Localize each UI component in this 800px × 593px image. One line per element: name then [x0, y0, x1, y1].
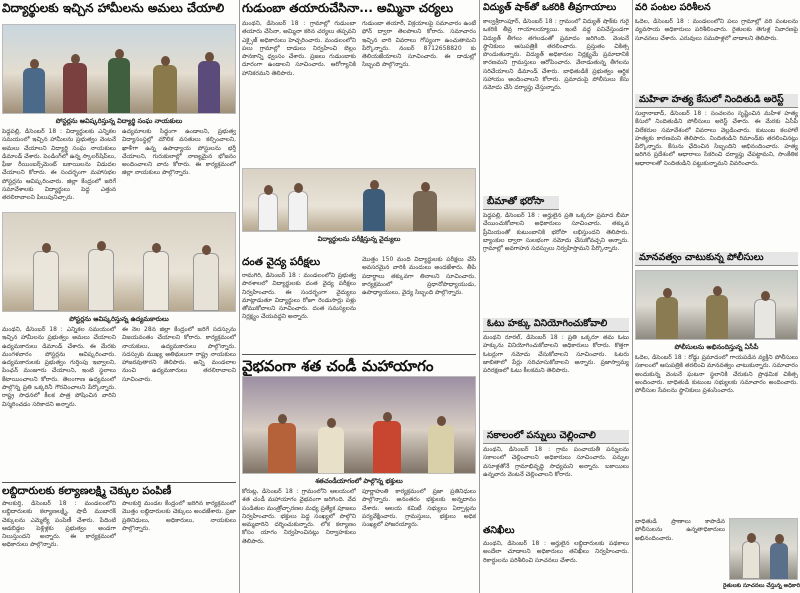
person-figure — [198, 61, 220, 113]
article-body: పెద్దపల్లి, డిసెంబర్ 18 : విద్యార్థులకు ఎన్నికల సమయంలో ఇచ్చిన హామీలను ప్రభుత్వం వెంటనే అమలు చేయాలని విద్యార్థి సంఘ నాయకులు డిమాండ్ చేశారు. పెండింగ్‌లో ఉన్న స్కాలర్‌షిప్‌లు, ఫీజు రీయింబర్స్‌మెంట్ బకాయిలను విడుదల చేయాలని కోరారు. ఈ సందర్భంగా మహాసభల పోస్టర్లను ఆవిష్కరించారు. జిల్లా కేంద్రంలో జరిగే సమావేశాలకు విద్యార్థులు పెద్ద ఎత్తున తరలిరావాలని పిలుపునిచ్చారు. — [2, 128, 116, 202]
article-body: కోరుట్ల, డిసెంబర్ 18 : గ్రామంలోని ఆలయంలో శత చండీ మహాయాగం వైభవంగా జరిగింది. వేద పండితుల మంత్రోచ్ఛారణల మధ్య ప్రత్యేక పూజలు నిర్వహించారు. భక్తులు పెద్ద సంఖ్యలో పాల్గొని అమ్మవారిని దర్శించుకున్నారు. లోక కల్యాణం కోసం యాగం నిర్వహించినట్లు నిర్వాహకులు తెలిపారు. — [242, 488, 356, 545]
article-body: మంథని, డిసెంబర్ 18 : గ్రామాల్లో గుడుంబా తయారు చేసినా, అమ్మినా కఠిన చర్యలు తప్పవని ఎక్సైజ్ అధికారులు హెచ్చరించారు. మండలంలోని పలు గ్రామాల్లో దాడులు నిర్వహించి బెల్లం పానకాన్ని ధ్వంసం చేశారు. ప్రజలు గుడుంబాకు దూరంగా ఉండాలని సూచించారు. ఆరోగ్యానికి హానికరమని తెలిపారు. — [242, 20, 356, 77]
article-body: పెద్దపల్లి, డిసెంబర్ 18 : అర్హులైన ప్రతి ఒక్కరూ ప్రమాద బీమా చేయించుకోవాలని అధికారులు సూచించారు. తక్కువ ప్రీమియంతో కుటుంబానికి భరోసా లభిస్తుందని తెలిపారు. బ్యాంకుల ద్వారా సులభంగా నమోదు చేసుకోవచ్చని అన్నారు. గ్రామాల్లో అవగాహన సదస్సులు నిర్వహిస్తామని పేర్కొన్నారు. — [483, 212, 629, 253]
headline-student-promises: విద్యార్థులకు ఇచ్చిన హామీలను అమలు చేయాలి — [2, 1, 225, 15]
person-figure — [33, 251, 59, 311]
article-body: పాలకుర్తి మండల కేంద్రంలో జరిగిన కార్యక్రమంలో మొత్తం లబ్దిదారులకు చెక్కులు అందజేశారు. ప్రజా ప్రతినిధులు, అధికారులు, నాయకులు పాల్గొన్నారు. — [122, 500, 236, 532]
article-body: మంథని రూరల్, డిసెంబర్ 18 : ప్రతి ఒక్కరూ తమ ఓటు హక్కును వినియోగించుకోవాలని అధికారులు కోరారు. కొత్తగా ఓటర్లుగా నమోదు చేసుకోవాలని సూచించారు. ఓటరు జాబితాలో పేర్లు సరిచూసుకోవాలని అన్నారు. ప్రజాస్వామ్య పరిరక్షణలో ఓటు కీలకమని తెలిపారు. — [483, 334, 629, 375]
photo-agri-officer — [729, 518, 798, 580]
photo-dental-checkup — [242, 168, 476, 232]
headline-paddy-crops: వరి పంటల పరిశీలన — [635, 2, 711, 13]
photo-caption: పోస్టర్లను ఆవిష్కరిస్తున్న విద్యార్థి సంఘ నాయకులు — [55, 117, 183, 125]
person-figure — [153, 65, 177, 113]
photo-police — [635, 270, 798, 340]
person-figure — [23, 68, 45, 113]
headline-murder-arrest: మహిళా హత్య కేసులో నిందితుడి అరెస్ట్ — [635, 94, 798, 108]
article-body: కాల్వశ్రీరాంపూర్, డిసెంబర్ 18 : గ్రామంలో విద్యుత్ షాక్‌కు గురై ఒకరికి తీవ్ర గాయాలయ్యాయి. ఇంటి వద్ద పనిచేస్తుండగా విద్యుత్ తీగలు తగలడంతో ప్రమాదం జరిగింది. వెంటనే స్థానికులు ఆసుపత్రికి తరలించారు. ప్రస్తుతం చికిత్స పొందుతున్నారు. విద్యుత్ అధికారుల నిర్లక్ష్యమే ప్రమాదానికి కారణమని గ్రామస్తులు ఆరోపించారు. వేలాడుతున్న తీగలను సరిచేయాలని డిమాండ్ చేశారు. బాధితుడికి ప్రభుత్వం ఆర్థిక సహాయం అందించాలని కోరారు. ప్రమాదంపై పోలీసులు కేసు నమోదు చేసి దర్యాప్తు చేస్తున్నారు. — [483, 18, 629, 92]
headline-chandi-yagam: వైభవంగా శత చండీ మహాయాగం — [242, 354, 476, 375]
person-figure — [363, 189, 385, 231]
photo-caption: శతచండీయాగంలో పాల్గొన్న భక్తులు — [315, 477, 403, 485]
article-body: ఓదెల, డిసెంబర్ 18 : మండలంలోని పలు గ్రామాల్లో వరి పంటలను వ్యవసాయ అధికారులు పరిశీలించారు. రైతులకు తెగుళ్ల నివారణపై సూచనలు చేశారు. ఎరువులు సమపాళ్లలో వాడాలని తెలిపారు. — [635, 18, 798, 42]
photo-students-posters — [2, 24, 236, 114]
column-2 — [240, 0, 478, 593]
person-figure — [428, 425, 454, 473]
headline-inspections: తనిఖీలు — [483, 525, 515, 536]
headline-electric-shock: విద్యుత్ షాక్‌తో ఒకరికి తీవ్రగాయాలు — [483, 2, 617, 13]
person-figure — [108, 58, 130, 113]
column-4 — [633, 0, 800, 593]
headline-dental: దంత వైద్య పరీక్షలు — [242, 256, 321, 268]
article-body: బాధితుడి ప్రాణాలు కాపాడిన పోలీసులను ఉన్నతాధికారులు అభినందించారు. — [635, 518, 725, 542]
article-body: మంథని, డిసెంబర్ 18 : ఎన్నికల సమయంలో ఇచ్చిన హామీలను ప్రభుత్వం అమలు చేయాలని ఉద్యమకారులు డిమాండ్ చేశారు. ఈ మేరకు మంగళవారం పోస్టర్లను ఆవిష్కరించారు. ఉద్యమకారులకు ప్రభుత్వం గుర్తింపు ఇవ్వాలని, పింఛన్ మంజూరు చేయాలని, ఇంటి స్థలాలు కేటాయించాలని కోరారు. తెలంగాణ ఉద్యమంలో పాల్గొన్న ప్రతి ఒక్కరినీ గౌరవించాలని పేర్కొన్నారు. రాష్ట్ర సాధనలో కీలక పాత్ర పోషించిన వారిని విస్మరించడం సరికాదని అన్నారు. — [2, 326, 116, 408]
person-figure — [318, 427, 344, 473]
article-body: గుడుంబా తయారీ, విక్రయాలపై సమాచారం ఉంటే ఫోన్ ద్వారా తెలపాలని కోరారు. సమాచారం ఇచ్చిన వారి వివరాలు గోప్యంగా ఉంచుతామని పేర్కొన్నారు. నంబర్ 8712658820 కు తెలియజేయాలని సూచించారు. ఈ దాడుల్లో సిబ్బంది పాల్గొన్నారు. — [362, 20, 476, 69]
photo-caption: పోస్టర్లను ఆవిష్కరిస్తున్న ఉద్యమకారులు — [69, 315, 169, 323]
article-body: పాలకుర్తి, డిసెంబర్ 18 : మండలంలోని లబ్దిదారులకు కల్యాణలక్ష్మి, షాదీ ముబారక్ చెక్కులను ఎమ్మెల్యే పంపిణీ చేశారు. పేదింటి ఆడబిడ్డల పెళ్లిళ్లకు ప్రభుత్వం అండగా నిలుస్తుందని అన్నారు. ఈ కార్యక్రమంలో అధికారులు పాల్గొన్నారు. — [2, 500, 116, 549]
column-3 — [481, 0, 631, 593]
column-1 — [0, 0, 238, 593]
person-figure — [413, 191, 437, 231]
person-figure — [63, 63, 87, 113]
photo-activists-posters — [2, 212, 236, 312]
person-figure — [373, 421, 401, 473]
person-figure — [143, 251, 169, 311]
article-body: మంథని, డిసెంబర్ 18 : గ్రామ పంచాయతీ పన్నులను సకాలంలో చెల్లించాలని అధికారులు సూచించారు. పన్నుల వసూళ్లతోనే గ్రామాభివృద్ధి సాధ్యమని అన్నారు. బకాయిలు ఉన్నవారు వెంటనే చెల్లించాలని కోరారు. — [483, 446, 629, 478]
article-body: పూర్ణాహుతి కార్యక్రమంలో ప్రజా ప్రతినిధులు పాల్గొన్నారు. అనంతరం భక్తులకు అన్నదానం చేశారు. ఆలయ కమిటీ సభ్యులు ఏర్పాట్లను పర్యవేక్షించారు. గ్రామస్తులు, భక్తులు అధిక సంఖ్యలో హాజరయ్యారు. — [362, 488, 476, 529]
headline-gudumba: గుడుంబా తయారుచేసినా... అమ్మినా చర్యలు — [242, 1, 454, 15]
person-figure — [742, 541, 760, 579]
column-divider — [479, 0, 480, 593]
article-body: సుల్తానాబాద్, డిసెంబర్ 18 : సంచలనం సృష్టించిన మహిళ హత్య కేసులో నిందితుడిని పోలీసులు అరెస్ట్ చేశారు. ఈ మేరకు ఏసీపీ విలేకరుల సమావేశంలో వివరాలు వెల్లడించారు. కుటుంబ కలహాలే హత్యకు కారణమని తెలిపారు. నిందితుడిని రిమాండ్‌కు తరలించినట్లు పేర్కొన్నారు. కేసును ఛేదించిన సిబ్బందిని అభినందించారు. హత్య జరిగిన ప్రదేశంలో ఆధారాలు సేకరించి దర్యాప్తు చేపట్టామని, సాంకేతిక ఆధారాలతో నిందితుడిని పట్టుకున్నామని వివరించారు. — [635, 110, 798, 167]
article-body: ఈ నెల 28న జిల్లా కేంద్రంలో జరిగే సదస్సును విజయవంతం చేయాలని కోరారు. కార్యక్రమంలో నాయకులు, ఉద్యమకారులు పాల్గొన్నారు. సదస్సుకు ముఖ్య అతిథులుగా రాష్ట్ర నాయకులు హాజరవుతారని తెలిపారు. అన్ని మండలాల నుంచి ఉద్యమకారులు తరలిరావాలని సూచించారు. — [122, 326, 236, 383]
headline-kalyana-lakshmi: లబ్దిదారులకు కల్యాణలక్ష్మి చెక్కుల పంపిణీ — [2, 482, 236, 497]
article-body: ఓదెల, డిసెంబర్ 18 : రోడ్డు ప్రమాదంలో గాయపడిన వ్యక్తిని పోలీసులు సకాలంలో ఆసుపత్రికి తరలించి మానవత్వం చాటుకున్నారు. సమాచారం అందుకున్న వెంటనే ఘటనా స్థలానికి చేరుకుని ప్రాథమిక చికిత్స అందించారు. బాధితుడి కుటుంబ సభ్యులకు సమాచారం అందించారు. పోలీసుల సేవలను స్థానికులు ప్రశంసించారు. — [635, 354, 798, 395]
photo-caption: పోలీసులను అభినందిస్తున్న ఏసీపీ — [674, 343, 759, 351]
person-figure — [268, 423, 296, 473]
headline-insurance: బీమాతో భరోసా — [483, 196, 559, 210]
headline-police-humanity: మానవత్వం చాటుకున్న పోలీసులు — [635, 252, 798, 266]
person-figure — [706, 295, 728, 339]
person-figure — [258, 193, 278, 231]
photo-caption: రైతులకు సూచనలు చేస్తున్న అధికారి — [723, 583, 800, 589]
person-figure — [193, 253, 219, 311]
person-figure — [656, 297, 678, 339]
photo-caption: విద్యార్థులను పరీక్షిస్తున్న వైద్యులు — [317, 235, 401, 243]
article-body: రామగిరి, డిసెంబర్ 18 : మండలంలోని ప్రభుత్వ పాఠశాలలో విద్యార్థులకు దంత వైద్య పరీక్షలు నిర్వహించారు. ఈ సందర్భంగా వైద్యులు మాట్లాడుతూ విద్యార్థులు రోజూ రెండుసార్లు పళ్లు తోముకోవాలని సూచించారు. దంత సమస్యలను నిర్లక్ష్యం చేయవద్దని అన్నారు. — [242, 272, 356, 321]
headline-vote: ఓటు హక్కు వినియోగించుకోవాలి — [483, 318, 629, 332]
article-body: ఉద్యమాలకు సిద్ధంగా ఉండాలని, ప్రభుత్వ విద్యాసంస్థల్లో మౌలిక వసతులు కల్పించాలని, ఖాళీగా ఉన్న ఉపాధ్యాయ పోస్టులను భర్తీ చేయాలని, గురుకులాల్లో నాణ్యమైన భోజనం అందించాలని వారు కోరారు. ఈ కార్యక్రమంలో జిల్లా నాయకులు పాల్గొన్నారు. — [122, 128, 236, 177]
person-figure — [288, 191, 308, 231]
article-body: మంథని, డిసెంబర్ 18 : అర్హులైన లబ్దిదారులకు పథకాలు అందేలా చూడాలని అధికారులు తనిఖీలు నిర్వహించారు. రికార్డులను పరిశీలించి సూచనలు చేశారు. — [483, 540, 629, 564]
article-body: మొత్తం 150 మంది విద్యార్థులకు పరీక్షలు చేసి అవసరమైన వారికి మందులు అందజేశారు. తీపి పదార్థాలు తక్కువగా తినాలని సూచించారు. కార్యక్రమంలో ప్రధానోపాధ్యాయుడు, ఉపాధ్యాయులు, వైద్య సిబ్బంది పాల్గొన్నారు. — [362, 256, 476, 297]
headline-taxes: సకాలంలో పన్నులు చెల్లించాలి — [483, 430, 629, 444]
person-figure — [754, 299, 776, 339]
photo-yagam — [242, 376, 476, 474]
person-figure — [88, 249, 114, 311]
person-figure — [770, 543, 788, 579]
